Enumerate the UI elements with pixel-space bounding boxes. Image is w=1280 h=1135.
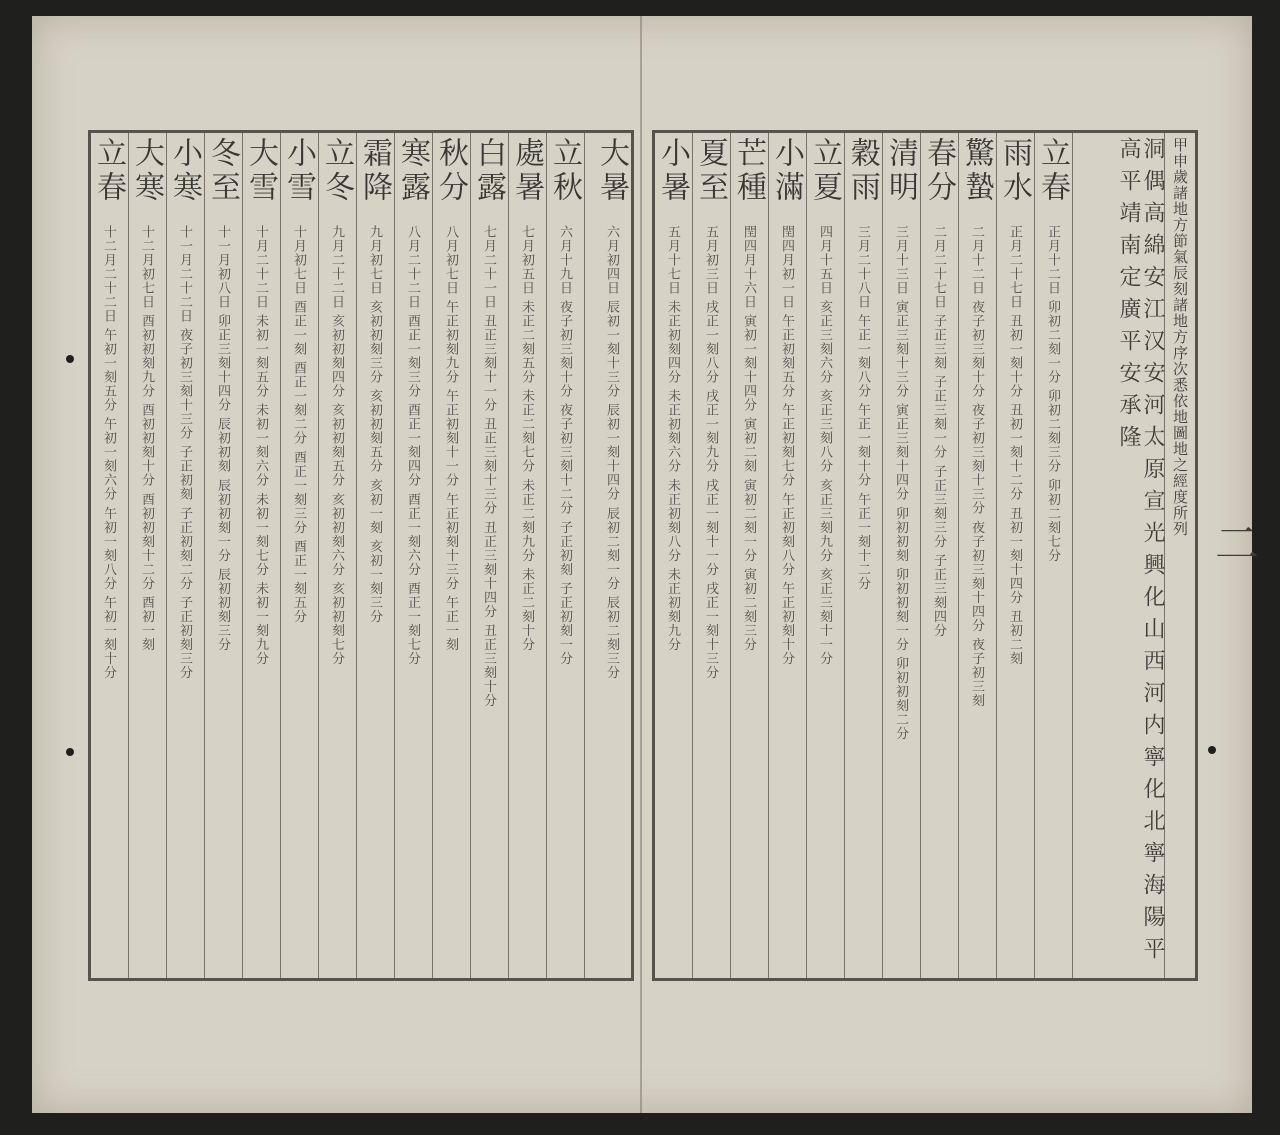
term-entry: 四月十五日 亥正三刻六分 亥正三刻八分 亥正三刻九分 亥正三刻十一分 bbox=[817, 225, 832, 666]
left-page-table bbox=[88, 130, 634, 981]
term-entry: 八月初七日 午正初刻九分 午正初刻十一分 午正初刻十三分 午正一刻 bbox=[443, 225, 458, 652]
col-l-1 bbox=[129, 133, 167, 978]
term-entry: 二月二十七日 子正三刻 子正三刻一分 子正三刻三分 子正三刻四分 bbox=[931, 225, 946, 638]
term-entry: 閏四月十六日 寅初一刻十四分 寅初二刻 寅初二刻一分 寅初二刻三分 bbox=[741, 225, 756, 652]
term-entry: 七月初五日 未正二刻五分 未正二刻七分 未正二刻九分 未正二刻十分 bbox=[519, 225, 534, 652]
term-label: 立春 bbox=[1035, 137, 1070, 205]
term-entry: 六月初四日 辰初一刻十三分 辰初一刻十四分 辰初二刻一分 辰初二刻三分 bbox=[604, 225, 619, 680]
binding-hole bbox=[66, 355, 74, 363]
term-label: 大雪 bbox=[243, 137, 278, 205]
col-r-9 bbox=[997, 133, 1035, 978]
term-entry: 正月十二日 卯初二刻一分 卯初二刻三分 卯初二刻七分 bbox=[1045, 225, 1060, 563]
term-entry: 三月二十八日 午正一刻八分 午正一刻十分 午正一刻十二分 bbox=[855, 225, 870, 591]
term-label: 小滿 bbox=[769, 137, 804, 205]
term-entry: 八月二十二日 酉正一刻三分 酉正一刻四分 酉正一刻六分 酉正一刻七分 bbox=[405, 225, 420, 666]
term-entry: 十月初七日 酉正一刻 酉正一刻二分 酉正一刻三分 酉正一刻五分 bbox=[291, 225, 306, 624]
term-entry: 十二月初七日 酉初初刻九分 酉初初刻十分 酉初初刻十二分 酉初一刻 bbox=[139, 225, 154, 652]
term-label: 秋分 bbox=[433, 137, 468, 205]
col-l-0 bbox=[91, 133, 129, 978]
term-label: 大暑 bbox=[594, 137, 629, 205]
col-r-1 bbox=[693, 133, 731, 978]
term-label: 立秋 bbox=[547, 137, 582, 205]
term-label: 冬至 bbox=[205, 137, 240, 205]
col-r-6 bbox=[883, 133, 921, 978]
term-entry: 六月十九日 夜子初三刻十分 夜子初三刻十二分 子正初刻 子正初刻一分 bbox=[557, 225, 572, 666]
term-label: 清明 bbox=[883, 137, 918, 205]
col-l-11 bbox=[509, 133, 547, 978]
document-title: 甲申歲諸地方節氣辰刻諸地方序次悉依地圖地之經度所列 bbox=[1171, 137, 1189, 537]
term-label: 立冬 bbox=[319, 137, 354, 205]
term-entry: 十一月初八日 卯正三刻十四分 辰初初刻 辰初初刻一分 辰初初刻三分 bbox=[215, 225, 230, 652]
places-list: 洞偶高綿安江汉安河太原宣光興化山西河内寧化北寧海陽平高平靖南定廣平安承隆 bbox=[1116, 137, 1165, 969]
col-l-9 bbox=[433, 133, 471, 978]
right-page-table bbox=[652, 130, 1198, 981]
title-column bbox=[1165, 133, 1195, 978]
term-label: 小暑 bbox=[655, 137, 690, 205]
term-label: 穀雨 bbox=[845, 137, 880, 205]
term-entry: 三月十三日 寅正三刻十三分 寅正三刻十四分 卯初初刻 卯初初刻一分 卯初初刻二分 bbox=[893, 225, 908, 741]
col-r-10 bbox=[1035, 133, 1073, 978]
col-r-2 bbox=[731, 133, 769, 978]
col-r-0 bbox=[655, 133, 693, 978]
binding-hole bbox=[1208, 746, 1216, 754]
col-l-4 bbox=[243, 133, 281, 978]
term-entry: 五月初三日 戌正一刻八分 戌正一刻九分 戌正一刻十一分 戌正一刻十三分 bbox=[703, 225, 718, 680]
places-header bbox=[1073, 133, 1165, 978]
term-label: 春分 bbox=[921, 137, 956, 205]
term-label: 霜降 bbox=[357, 137, 392, 205]
term-entry: 七月二十一日 丑正三刻十一分 丑正三刻十三分 丑正三刻十四分 丑正三刻十分 bbox=[481, 225, 496, 708]
col-r-4 bbox=[807, 133, 845, 978]
term-entry: 十月二十二日 未初一刻五分 未初一刻六分 未初一刻七分 未初一刻九分 bbox=[253, 225, 268, 666]
term-label: 芒種 bbox=[731, 137, 766, 205]
col-r-3 bbox=[769, 133, 807, 978]
term-label: 白露 bbox=[471, 137, 506, 205]
page-fold bbox=[640, 16, 642, 1113]
term-entry: 正月二十七日 丑初一刻十分 丑初一刻十二分 丑初一刻十四分 丑初二刻 bbox=[1007, 225, 1022, 666]
term-entry: 十二月二十二日 午初一刻五分 午初一刻六分 午初一刻八分 午初一刻十分 bbox=[101, 225, 116, 680]
col-l-2 bbox=[167, 133, 205, 978]
col-l-12 bbox=[547, 133, 585, 978]
col-l-13 bbox=[585, 133, 631, 978]
term-entry: 五月十七日 未正初刻四分 未正初刻六分 未正初刻八分 未正初刻九分 bbox=[665, 225, 680, 652]
col-r-8 bbox=[959, 133, 997, 978]
col-l-7 bbox=[357, 133, 395, 978]
page-number: 二 bbox=[1207, 520, 1258, 564]
term-entry: 九月二十二日 亥初初刻四分 亥初初刻五分 亥初初刻六分 亥初初刻七分 bbox=[329, 225, 344, 666]
term-label: 夏至 bbox=[693, 137, 728, 205]
col-l-3 bbox=[205, 133, 243, 978]
col-l-10 bbox=[471, 133, 509, 978]
term-label: 處暑 bbox=[509, 137, 544, 205]
term-label: 寒露 bbox=[395, 137, 430, 205]
term-label: 小雪 bbox=[281, 137, 316, 205]
term-label: 立春 bbox=[91, 137, 126, 205]
term-entry: 九月初七日 亥初初刻三分 亥初初刻五分 亥初一刻 亥初一刻三分 bbox=[367, 225, 382, 624]
col-l-6 bbox=[319, 133, 357, 978]
term-entry: 二月十二日 夜子初三刻十分 夜子初三刻十三分 夜子初三刻十四分 夜子初三刻 bbox=[969, 225, 984, 708]
col-l-5 bbox=[281, 133, 319, 978]
term-entry: 閏四月初一日 午正初刻五分 午正初刻七分 午正初刻八分 午正初刻十分 bbox=[779, 225, 794, 666]
term-entry: 十一月二十二日 夜子初三刻十三分 子正初刻 子正初刻二分 子正初刻三分 bbox=[177, 225, 192, 680]
term-label: 驚蟄 bbox=[959, 137, 994, 205]
term-label: 立夏 bbox=[807, 137, 842, 205]
term-label: 雨水 bbox=[997, 137, 1032, 205]
col-l-8 bbox=[395, 133, 433, 978]
term-label: 大寒 bbox=[129, 137, 164, 205]
col-r-7 bbox=[921, 133, 959, 978]
term-label: 小寒 bbox=[167, 137, 202, 205]
col-r-5 bbox=[845, 133, 883, 978]
binding-hole bbox=[66, 748, 74, 756]
